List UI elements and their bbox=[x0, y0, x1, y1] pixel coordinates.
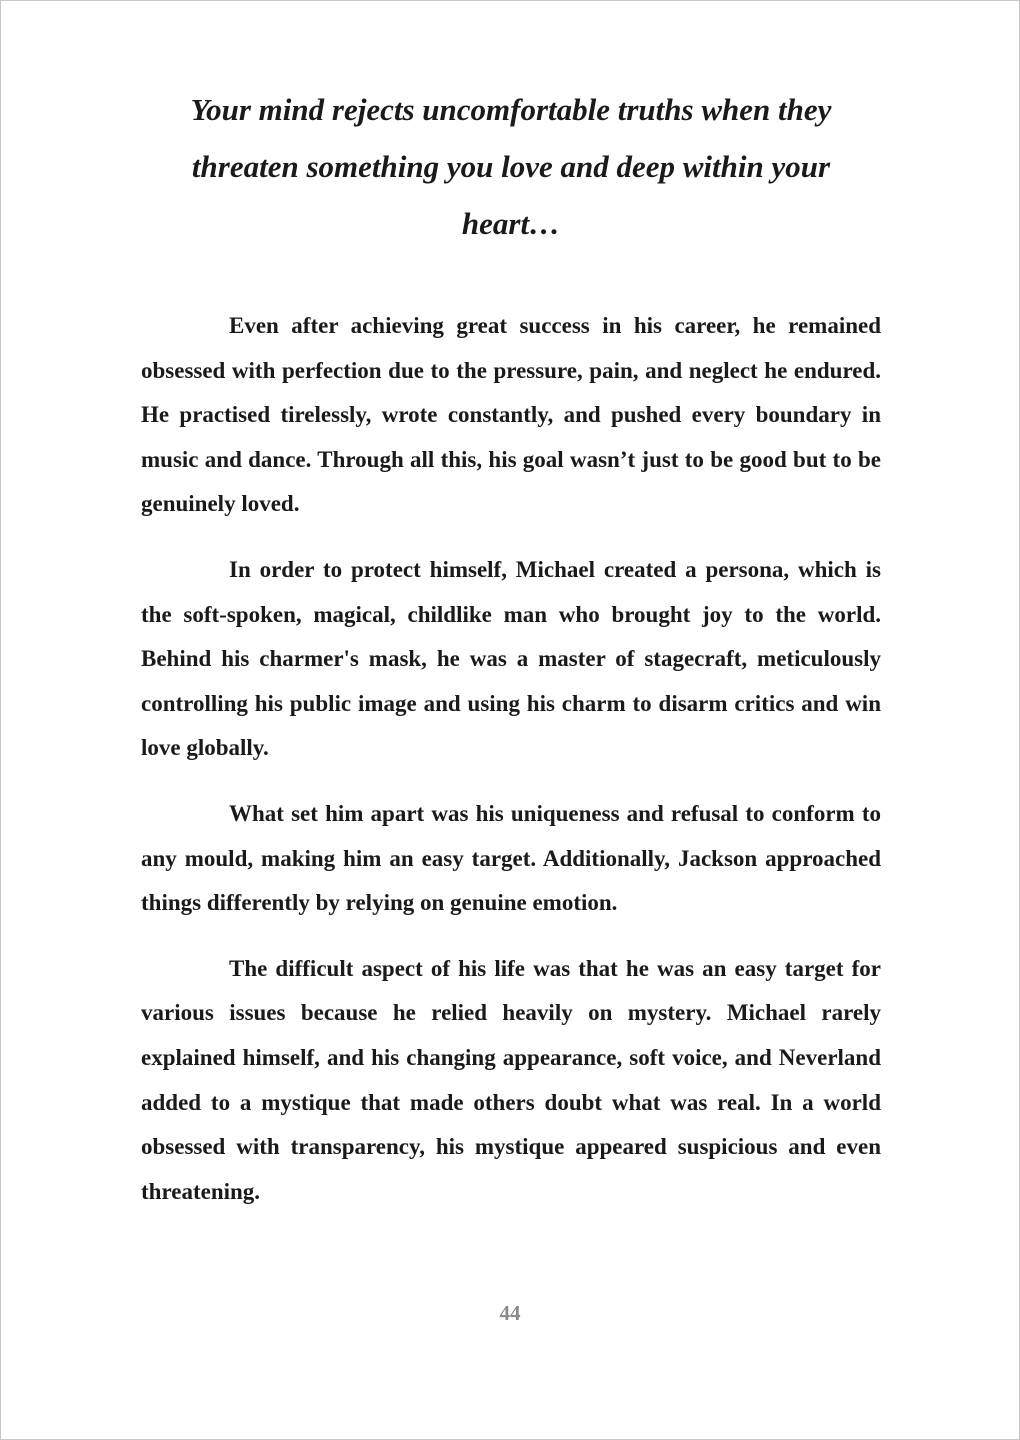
page-number: 44 bbox=[499, 1301, 521, 1325]
paragraph: In order to protect himself, Michael created a persona, which is the soft-spoken, magical, childlike man who brought joy to the world. Behind his charmer's mask, he was a master of stagecraft, meticulously controlling his public image and using his charm to disarm critics and win love globally. bbox=[141, 556, 881, 761]
epigraph-quote: Your mind rejects uncomfortable truths when they threaten something you love and deep within your heart… bbox=[190, 92, 832, 241]
paragraph: Even after achieving great success in his career, he remained obsessed with perfection due to the pressure, pain, and neglect he endured. He practised tirelessly, wrote constantly, and pushed every boundary in music and dance. Through all this, his goal wasn’t just to be good but to be genuinely loved. bbox=[141, 313, 881, 517]
body-text bbox=[141, 304, 881, 1235]
paragraph: The difficult aspect of his life was that he was an easy target for various issues because he relied heavily on mystery. Michael rarely explained himself, and his changing appearance, soft voice, and Neverland added to a mystique that made others doubt what was real. In a world obsessed with transparency, his mystique appeared suspicious and even threatening. bbox=[141, 955, 881, 1204]
paragraph: What set him apart was his uniqueness and refusal to conform to any mould, making him an easy target. Additionally, Jackson approached things differently by relying on genuine emotion. bbox=[141, 800, 881, 916]
